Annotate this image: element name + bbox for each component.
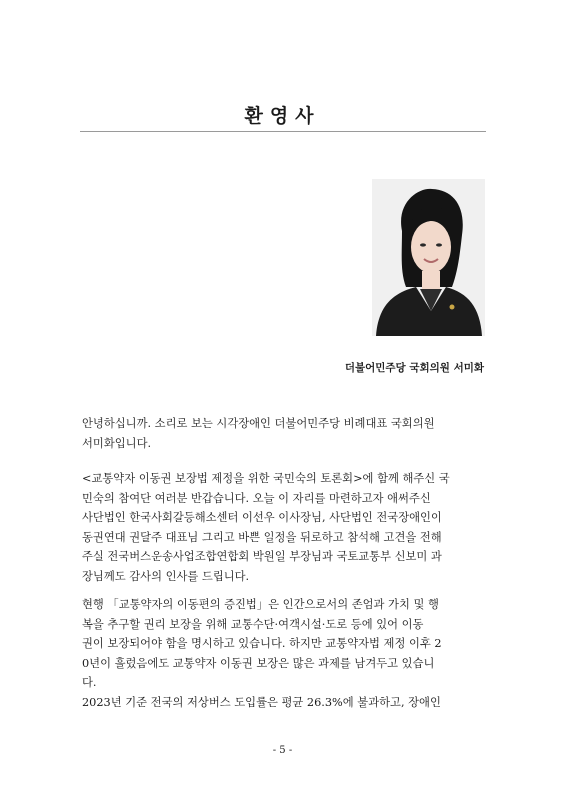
- text-line: 다.: [82, 676, 97, 690]
- page-title: 환영사: [244, 105, 321, 127]
- text-line: 2023년 기준 전국의 저상버스 도입률은 평균 26.3%에 불과하고, 장애인: [82, 695, 441, 709]
- left-eye: [420, 243, 426, 246]
- text-line: 민숙의 참여단 여러분 반갑습니다. 오늘 이 자리를 마련하고자 애써주신: [82, 491, 431, 505]
- text-line: 복을 추구할 권리 보장을 위해 교통수단·여객시설·도로 등에 있어 이동: [82, 617, 424, 631]
- text-line: 주실 전국버스운송사업조합연합회 박원일 부장님과 국토교통부 신보미 과: [82, 550, 442, 564]
- signature: 더불어민주당 국회의원 서미화: [344, 362, 484, 374]
- paragraph-greeting: [82, 414, 486, 453]
- text-line: 서미화입니다.: [82, 436, 152, 450]
- text-line: 안녕하십니까. 소리로 보는 시각장애인 더불어민주당 비례대표 국회의원: [82, 417, 435, 430]
- text-line: <교통약자 이동권 보장법 제정을 위한 국민숙의 토론회>에 함께 해주신 국: [82, 472, 450, 485]
- lapel-badge: [450, 305, 455, 310]
- text-line: 동권연대 권달주 대표님 그리고 바쁜 일정을 뒤로하고 참석해 고견을 전해: [82, 530, 442, 544]
- page-number: - 5 -: [272, 745, 293, 756]
- text-line: 권이 보장되어야 함을 명시하고 있습니다. 하지만 교통약자법 제정 이후 2: [82, 637, 442, 651]
- text-line: 0년이 흘렀음에도 교통약자 이동권 보장은 많은 과제를 남겨두고 있습니: [82, 656, 435, 670]
- text-line: 현행 「교통약자의 이동편의 증진법」은 인간으로서의 존엄과 가치 및 행: [82, 598, 439, 611]
- paragraph-law: [82, 595, 486, 713]
- portrait-illustration: [372, 179, 485, 336]
- paragraph-thanks: [82, 469, 486, 587]
- right-eye: [436, 243, 442, 246]
- face: [411, 221, 451, 273]
- text-line: 장님께도 감사의 인사를 드립니다.: [82, 569, 250, 583]
- title-divider: [80, 131, 486, 132]
- portrait-photo: [372, 179, 485, 336]
- text-line: 사단법인 한국사회갈등해소센터 이선우 이사장님, 사단법인 전국장애인이: [82, 511, 442, 525]
